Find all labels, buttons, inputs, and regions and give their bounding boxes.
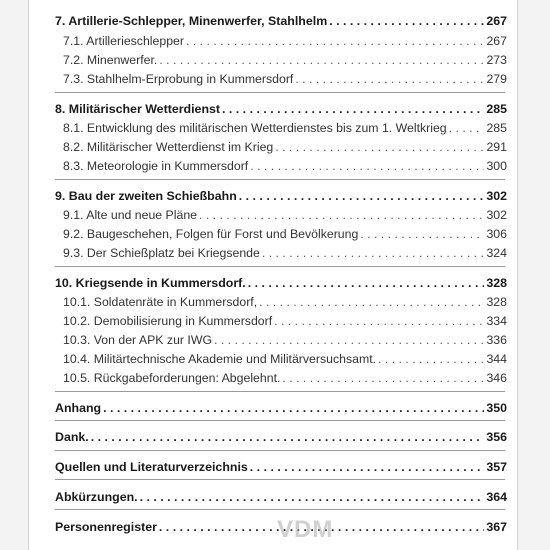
toc-entry-title: 8.2. Militärischer Wetterdienst im Krieg <box>63 140 274 154</box>
toc-entry-title: Anhang <box>55 401 102 415</box>
toc-entry-page: 306 <box>486 227 507 241</box>
toc-entry-title: 10.1. Soldatenräte in Kummersdorf, <box>63 295 258 309</box>
toc-section-8-3[interactable] <box>29 157 519 175</box>
toc-page <box>28 0 518 550</box>
toc-entry-page: 357 <box>486 460 507 474</box>
toc-entry-page: 324 <box>486 246 507 260</box>
toc-chapter-8[interactable] <box>29 100 519 118</box>
toc-entry-page: 344 <box>486 352 507 366</box>
toc-entry-page: 364 <box>486 490 507 504</box>
toc-entry-page: 267 <box>486 34 507 48</box>
section-divider <box>55 450 505 451</box>
section-divider <box>55 509 505 510</box>
toc-entry-page: 328 <box>486 276 507 290</box>
toc-section-10-3[interactable] <box>29 331 519 349</box>
toc-section-10-4[interactable] <box>29 350 519 368</box>
section-divider <box>55 391 505 392</box>
toc-entry-title: 8.3. Meteorologie in Kummersdorf <box>63 159 249 173</box>
toc-entry-title: 9.2. Baugeschehen, Folgen für Forst und Bevölkerung <box>63 227 359 241</box>
toc-entry-page: 336 <box>486 333 507 347</box>
toc-chapter-7[interactable] <box>29 12 519 30</box>
toc-entry-title: 9.3. Der Schießplatz bei Kriegsende <box>63 246 260 260</box>
toc-entry-page: 302 <box>486 208 507 222</box>
toc-entry-title: Quellen und Literaturverzeichnis <box>55 460 248 474</box>
section-divider <box>55 266 505 267</box>
toc-chapter-personenregister[interactable] <box>29 518 519 536</box>
section-divider <box>55 179 505 180</box>
toc-chapter-abkuerzungen[interactable] <box>29 488 519 506</box>
toc-section-8-2[interactable] <box>29 138 519 156</box>
toc-entry-title: 10. Kriegsende in Kummersdorf. <box>55 276 246 290</box>
toc-entry-title: 8.1. Entwicklung des militärischen Wetterdienstes bis zum 1. Weltkrieg <box>63 121 447 135</box>
toc-entry-title: Personenregister <box>55 520 157 534</box>
toc-section-8-1[interactable] <box>29 119 519 137</box>
toc-section-9-1[interactable] <box>29 206 519 224</box>
toc-entry-title: 7.1. Artillerieschlepper <box>63 34 184 48</box>
section-divider <box>55 479 505 480</box>
toc-section-9-2[interactable] <box>29 225 519 243</box>
toc-entry-title: 8. Militärischer Wetterdienst <box>55 102 221 116</box>
toc-section-10-1[interactable] <box>29 293 519 311</box>
toc-section-7-2[interactable] <box>29 51 519 69</box>
toc-entry-title: 10.5. Rückgabeforderungen: Abgelehnt. <box>63 371 281 385</box>
toc-chapter-anhang[interactable] <box>29 399 519 417</box>
toc-entry-page: 285 <box>486 102 507 116</box>
toc-entry-title: Dank. <box>55 430 89 444</box>
toc-entry-page: 279 <box>486 72 507 86</box>
toc-entry-title: 7.3. Stahlhelm-Erprobung in Kummersdorf <box>63 72 294 86</box>
toc-section-9-3[interactable] <box>29 244 519 262</box>
toc-entry-page: 273 <box>486 53 507 67</box>
toc-entry-page: 328 <box>486 295 507 309</box>
toc-entry-page: 267 <box>486 14 507 28</box>
toc-entry-title: 7.2. Minenwerfer. <box>63 53 158 67</box>
toc-entry-title: 9.1. Alte und neue Pläne <box>63 208 198 222</box>
toc-entry-page: 346 <box>486 371 507 385</box>
toc-section-10-5[interactable] <box>29 369 519 387</box>
toc-section-7-1[interactable] <box>29 32 519 50</box>
toc-entry-page: 367 <box>486 520 507 534</box>
toc-entry-page: 350 <box>486 401 507 415</box>
toc-entry-title: Abkürzungen. <box>55 490 138 504</box>
toc-section-7-3[interactable] <box>29 70 519 88</box>
toc-chapter-9[interactable] <box>29 187 519 205</box>
toc-entry-title: 7. Artillerie-Schlepper, Minenwerfer, Stahlhelm <box>55 14 328 28</box>
toc-entry-title: 10.2. Demobilisierung in Kummersdorf <box>63 314 273 328</box>
toc-section-10-2[interactable] <box>29 312 519 330</box>
toc-chapter-quellen[interactable] <box>29 458 519 476</box>
toc-entry-page: 300 <box>486 159 507 173</box>
publisher-watermark: VDM <box>277 516 334 543</box>
toc-entry-page: 356 <box>486 430 507 444</box>
toc-chapter-dank[interactable] <box>29 428 519 446</box>
toc-entry-page: 291 <box>486 140 507 154</box>
toc-entry-title: 9. Bau der zweiten Schießbahn <box>55 189 237 203</box>
toc-entry-title: 10.4. Militärtechnische Akademie und Militärversuchsamt. <box>63 352 377 366</box>
toc-entry-page: 334 <box>486 314 507 328</box>
toc-entry-page: 285 <box>486 121 507 135</box>
toc-entry-title: 10.3. Von der APK zur IWG <box>63 333 213 347</box>
toc-chapter-10[interactable] <box>29 274 519 292</box>
section-divider <box>55 92 505 93</box>
section-divider <box>55 420 505 421</box>
toc-entry-page: 302 <box>486 189 507 203</box>
